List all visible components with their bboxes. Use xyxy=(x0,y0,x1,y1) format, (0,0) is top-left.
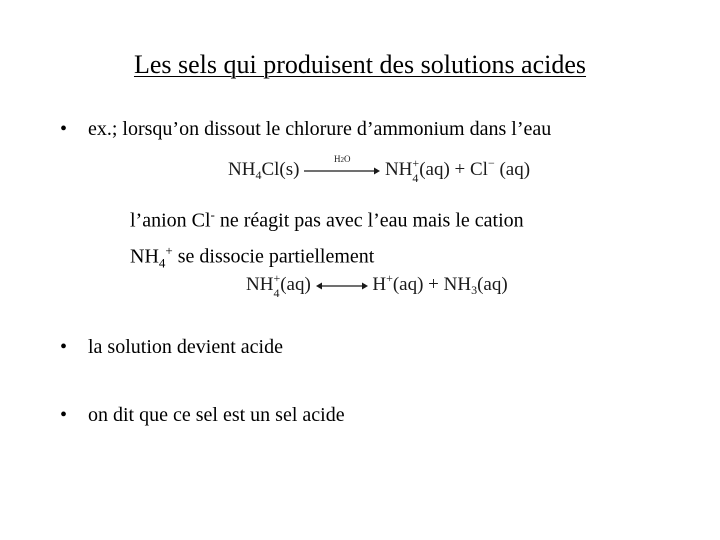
eq1-reactant: $NH_4Cl(s)$ xyxy=(228,159,300,182)
slide-title: Les sels qui produisent des solutions acides xyxy=(133,50,587,79)
bullet-acidic-solution-text: la solution devient acide xyxy=(88,336,283,358)
eq1-products: NH+ 4 (aq) + Cl− (aq) xyxy=(384,156,531,185)
bullet-acid-salt xyxy=(60,404,345,427)
dissolution-equation xyxy=(228,153,531,185)
explanation-line-1: l’anion Cl- ne réagit pas avec l’eau mais le cation xyxy=(130,207,524,232)
bullet-acid-salt-text: on dit que ce sel est un sel acide xyxy=(88,404,345,426)
explanation-paragraph xyxy=(130,200,524,277)
eq2-reactant: NH+ 4 (aq) xyxy=(246,271,311,300)
bullet-marker: • xyxy=(60,404,68,426)
bullet-example xyxy=(60,118,551,141)
eq1-reaction-arrow xyxy=(304,153,380,176)
bullet-marker: • xyxy=(60,336,68,358)
dissociation-equation xyxy=(246,271,508,298)
right-arrow-icon xyxy=(304,166,380,176)
eq2-equilibrium-arrow xyxy=(316,281,368,291)
bullet-marker: • xyxy=(60,118,68,140)
explanation-line-2: $NH_4^+$ se dissocie partiellement xyxy=(130,242,375,271)
bullet-example-text: ex.; lorsqu’on dissout le chlorure d’ammonium dans l’eau xyxy=(88,118,552,140)
eq1-arrow-label: H2O xyxy=(333,153,351,164)
double-arrow-icon xyxy=(316,281,368,291)
bullet-acidic-solution xyxy=(60,336,283,359)
eq2-products: $H^+(aq) + NH_3(aq)$ xyxy=(372,271,508,297)
